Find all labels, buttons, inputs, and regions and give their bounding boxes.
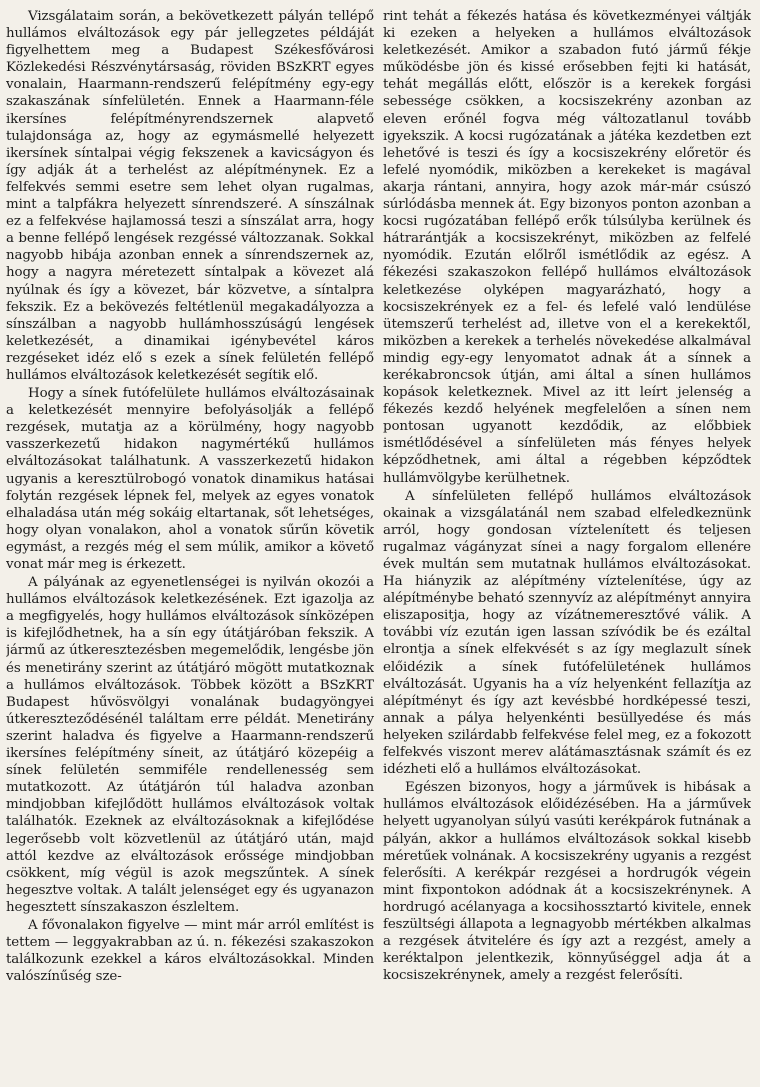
- left-column: [6, 8, 374, 1087]
- paragraph-continued: rint tehát a fékezés hatása és következményei váltják ki ezeken a helyeken a hullámos elváltozások keletkezését. Amikor a szabadon futó jármű fékje működésbe jön és kissé erősebben fejti ki hatását, tehát megállás előtt, először is a kerekek forgási sebessége csökken, a kocsiszekrény azonban az eleven erőnél fogva még változatlanul tovább igyekszik. A kocsi rugózatának a játéka kezdetben ezt lehetővé is teszi és így a kocsiszekrény előretör és lefelé nyomódik, miközben a kerekeket is magával akarja rántani, annyira, hogy azok már-már csúszó súrlódásba mennek át. Egy bizonyos ponton azonban a kocsi rugózatában fellépő erők túlsúlyba kerülnek és hátrarántják a kocsiszekrényt, miközben az felfelé nyomódik. Ezután előlről ismétlődik az egész. A fékezési szakaszokon fellépő hullámos elváltozások keletkezése olyképen magyarázható, hogy a kocsiszekrények ez a fel- és lefelé való lendülése ütemszerű terhelést ad, illetve von el a kerekektől, miközben a kerekek a terhelés növekedése alkalmával mindig egy-egy lenyomatot adnak át a sínnek a kerékabroncsok útján, ami által a sínen hullámos kopások keletkeznek. Mivel az itt leírt jelenség a fékezés kezdő helyének megfelelően a sínen nem pontosan ugyanott kezdődik, az előbbiek ismétlődésével a sínfelületen más fényes helyek képződhetnek, ami által a régebben képződtek hullámvölgybe kerülhetnek.: [383, 9, 751, 486]
- paragraph: A sínfelületen fellépő hullámos elváltozások okainak a vizsgálatánál nem szabad elfeledkeznünk arról, hogy gondosan víztelenített és teljesen rugalmaz vágányzat sínei a nagy forgalom ellenére évek multán sem mutatnak hullámos elváltozásokat. Ha hiányzik az alépítmény víztelenítése, úgy az alépítménybe beható szennyvíz az alépítményt annyira eliszapositja, hogy az vízátnemeresztővé válik. A további víz ezután igen lassan szívódik be és ezáltal elrontja a sínek elfekvését s az így meglazult sínek előidézik a sínek futófelületének hullámos elváltozását. Ugyanis ha a víz helyenként fellazítja az alépítményt és így azt kevésbbé hordképessé teszi, annak a pálya helyenkénti besüllyedése és más helyeken szilárdabb felfekvése felel meg, ez a fokozott felfekvés viszont merev alátámasztásnak számít és ez idézheti elő a hullámos elváltozásokat.: [383, 488, 751, 778]
- paragraph: Egészen bizonyos, hogy a járművek is hibásak a hullámos elváltozások előidézésében. Ha a járművek helyett ugyanolyan súlyú vasúti kerékpárok futnának a pályán, akkor a hullámos elváltozások sokkal kisebb méretűek volnának. A kocsiszekrény ugyanis a rezgést felerősíti. A kerékpár rezgései a hordrugók végein mint fixpontokon adódnak át a kocsiszekrénynek. A hordrugó acélanyaga a kocsihossztartó kivitele, ennek feszültségi állapota a legnagyobb mértékben alkalmas a rezgések átvitelére és így azt a rezgést, amely a keréktalpon jelentkezik, könnyűséggel adja át a kocsiszekrénynek, amely a rezgést felerősíti.: [383, 780, 751, 984]
- paragraph: Vizsgálataim során, a bekövetkezett pályán tellépő hullámos elváltozások egy pár jellegzetes példáját figyelhettem meg a Budapest Székesfővárosi Közlekedési Részvénytársaság, röviden BSzKRT egyes vonalain, Haarmann-rendszerű felépítmény egy-egy szakaszának sínfelületén. Ennek a Haarmann-féle ikersínes felépítményrendszernek alapvető tulajdonsága az, hogy az egymásmellé helyezett ikersínek síntalpai végig fekszenek a kavicságyon és így adják át a terhelést az alépítménynek. Ez a felfekvés semmi esetre sem lehet olyan rugalmas, mint a talpfákra helyezett sínrendszeré. A sínszálnak ez a felfekvése hajlamossá teszi a sínszálat arra, hogy a benne fellépő lengések rezgéssé változzanak. Sokkal nagyobb hibája azonban ennek a sínrendszernek az, hogy a nagyra méretezett síntalpak a kövezet alá nyúlnak és így a kövezet, bár közvetve, a síntalpra fekszik. Ez a bekövezés feltétlenül megakadályozza a sínszálban a nagyobb hullámhosszúságú lengések keletkezését, a dinamikai igénybevétel káros rezgéseket idéz elő s ezek a sínek felületén fellépő hullámos elváltozások keletkezését segítik elő.: [6, 9, 374, 383]
- right-column: [383, 8, 751, 1087]
- paragraph: Hogy a sínek futófelülete hullámos elváltozásainak a keletkezését mennyire befolyásolják a fellépő rezgések, mutatja az a körülmény, hogy nagyobb vasszerkezetű hidakon nagymértékű hullámos elváltozásokat találhatunk. A vasszerkezetű hidakon ugyanis a keresztülrobogó vonatok dinamikus hatásai folytán rezgések lépnek fel, melyek az egyes vonatok elhaladása után még sokáig eltartanak, sőt lehetséges, hogy olyan vonalakon, ahol a vonatok sűrűn követik egymást, a rezgés még el sem múlik, amikor a követő vonat már meg is érkezett.: [6, 386, 374, 572]
- paragraph: A fővonalakon figyelve — mint már arról említést is tettem — leggyakrabban az ú. n. fékezési szakaszokon találkozunk ezekkel a káros elváltozásokkal. Minden valószínűség sze-: [6, 917, 374, 985]
- paragraph: A pályának az egyenetlenségei is nyilván okozói a hullámos elváltozások keletkezésének. Ezt igazolja az a megfigyelés, hogy hullámos elváltozások sínközépen is kifejlődhetnek, ha a sín egy útátjáróban fekszik. A jármű az útkeresztezésben megemelődik, lengésbe jön és menetirány szerint az útátjáró mögött mutatkoznak a hullámos elváltozások. Többek között a BSzKRT Budapest hűvösvölgyi vonalának budagyöngyei útkereszteződésénél találtam erre példát. Menetirány szerint haladva és figyelve a Haarmann-rendszerű ikersínes felépítmény síneit, az útátjáró közepéig a sínek felületén semmiféle rendellenesség sem mutatkozott. Az útátjárón túl haladva azonban mindjobban kifejlődött hullámos elváltozások voltak találhatók. Ezeknek az elváltozásoknak a kifejlődése legerősebb volt közvetlenül az útátjáró után, majd attól kezdve az elváltozások erőssége mindjobban csökkent, míg végül is azok megszűntek. A sínek hegesztve voltak. A talált jelenséget egy és ugyanazon hegesztett sínszakaszon észleltem.: [6, 575, 374, 915]
